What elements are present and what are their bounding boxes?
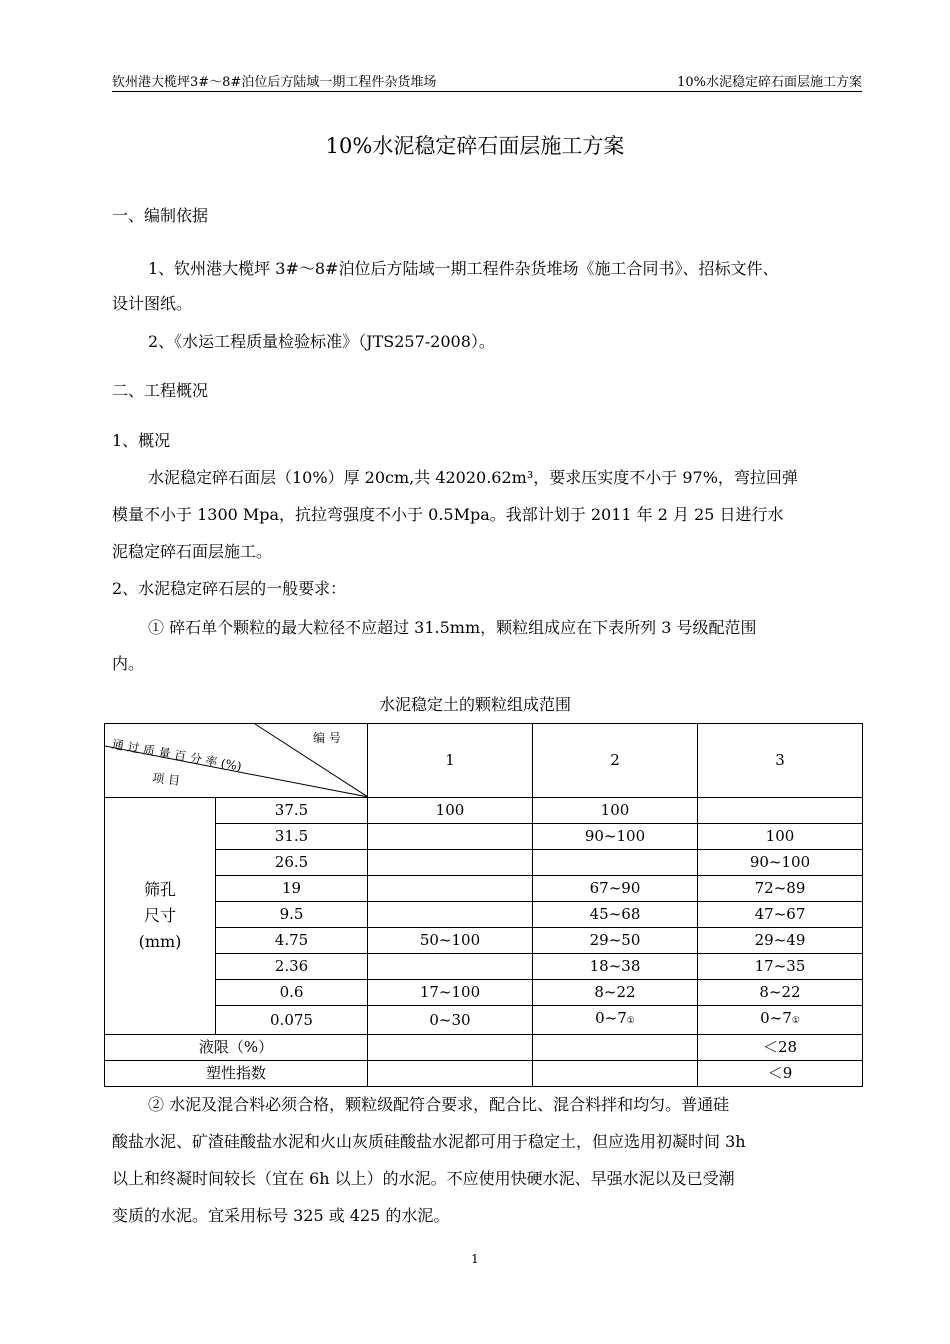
grade-3-value: 47~67 — [698, 902, 863, 928]
grade-2-value — [533, 1006, 698, 1035]
footnote-mark: ① — [626, 1016, 635, 1026]
plasticity-grade-3: ＜9 — [698, 1061, 863, 1087]
grade-1-value: 50~100 — [368, 928, 533, 954]
overview-line-1: 水泥稳定碎石面层（10%）厚 20cm,共 42020.62m³，要求压实度不小于 97%，弯拉回弹 — [148, 468, 798, 487]
table-row — [105, 876, 863, 902]
table-row — [105, 954, 863, 980]
header-project-name: 钦州港大榄坪3#～8#泊位后方陆域一期工程件杂货堆场 — [112, 75, 437, 90]
grade-1-value — [368, 824, 533, 850]
grade-2-value: 100 — [533, 798, 698, 824]
table-row — [105, 1006, 863, 1035]
grade-3-value-text: 0~7 — [760, 1009, 792, 1027]
grade-1-value — [368, 850, 533, 876]
grade-1-value: 100 — [368, 798, 533, 824]
sieve-size: 19 — [216, 876, 368, 902]
sieve-label-line-2: 尺寸 — [143, 906, 176, 925]
grade-1-value — [368, 1035, 533, 1061]
section-1-heading: 一、编制依据 — [112, 206, 209, 225]
column-header-2: 2 — [533, 724, 698, 798]
table-header-row — [105, 724, 863, 798]
grade-3-value: 29~49 — [698, 928, 863, 954]
sieve-size: 2.36 — [216, 954, 368, 980]
sieve-size: 0.6 — [216, 980, 368, 1006]
grade-3-value: 8~22 — [698, 980, 863, 1006]
table-row — [105, 980, 863, 1006]
grade-3-value: 17~35 — [698, 954, 863, 980]
basis-item-1-line-2: 设计图纸。 — [112, 294, 193, 313]
grade-2-value: 18~38 — [533, 954, 698, 980]
grade-1-value: 17~100 — [368, 980, 533, 1006]
sieve-size-label — [105, 798, 216, 1035]
table-row — [105, 824, 863, 850]
sieve-size: 0.075 — [216, 1006, 368, 1035]
grade-1-value — [368, 1061, 533, 1087]
column-header-3: 3 — [698, 724, 863, 798]
table-row — [105, 850, 863, 876]
requirements-subheading: 2、水泥稳定碎石层的一般要求： — [112, 579, 347, 598]
document-title: 10%水泥稳定碎石面层施工方案 — [325, 134, 625, 158]
footnote-mark: ① — [791, 1016, 800, 1026]
grade-3-value: 100 — [698, 824, 863, 850]
corner-label-item: 项 目 — [151, 771, 181, 788]
grade-2-value — [533, 850, 698, 876]
table-row — [105, 928, 863, 954]
grade-2-value: 29~50 — [533, 928, 698, 954]
grade-1-value — [368, 954, 533, 980]
requirement-1-line-1: ① 碎石单个颗粒的最大粒径不应超过 31.5mm，颗粒组成应在下表所列 3 号级配范围 — [148, 618, 757, 637]
grade-2-value: 67~90 — [533, 876, 698, 902]
sieve-size: 4.75 — [216, 928, 368, 954]
sieve-label-line-3: (mm) — [138, 932, 182, 951]
liquid-limit-row — [105, 1035, 863, 1061]
grade-1-value — [368, 876, 533, 902]
column-header-1: 1 — [368, 724, 533, 798]
section-2-heading: 二、工程概况 — [112, 381, 209, 400]
page-number: 1 — [471, 1252, 479, 1266]
grade-2-value: 90~100 — [533, 824, 698, 850]
sieve-size: 37.5 — [216, 798, 368, 824]
liquid-limit-grade-3: ＜28 — [698, 1035, 863, 1061]
grade-3-value: 90~100 — [698, 850, 863, 876]
corner-label-number: 编 号 — [313, 731, 341, 745]
sieve-size: 31.5 — [216, 824, 368, 850]
grade-1-value — [368, 902, 533, 928]
requirement-2-line-2: 酸盐水泥、矿渣硅酸盐水泥和火山灰质硅酸盐水泥都可用于稳定土，但应选用初凝时间 3h — [112, 1132, 746, 1151]
overview-line-3: 泥稳定碎石面层施工。 — [112, 542, 273, 561]
grade-1-value: 0~30 — [368, 1006, 533, 1035]
sieve-size: 9.5 — [216, 902, 368, 928]
requirement-2-line-4: 变质的水泥。宜采用标号 325 或 425 的水泥。 — [112, 1206, 450, 1225]
overview-line-2: 模量不小于 1300 Mpa，抗拉弯强度不小于 0.5Mpa。我部计划于 2011 年 2 月 25 日进行水 — [112, 505, 784, 524]
table-row — [105, 902, 863, 928]
corner-label-passing-percent: 通 过 质 量 百 分 率 (%) — [110, 737, 243, 774]
grade-3-value — [698, 1006, 863, 1035]
page-header — [112, 69, 862, 92]
plasticity-row — [105, 1061, 863, 1087]
overview-subheading: 1、概况 — [112, 431, 171, 450]
liquid-limit-label: 液限（%） — [105, 1035, 368, 1061]
grade-2-value-text: 0~7 — [595, 1009, 627, 1027]
gradation-table — [104, 723, 863, 1087]
grade-2-value: 8~22 — [533, 980, 698, 1006]
table-caption: 水泥稳定土的颗粒组成范围 — [378, 695, 571, 714]
table-row — [105, 798, 863, 824]
header-corner-cell — [105, 724, 368, 798]
basis-item-2: 2、《水运工程质量检验标准》（JTS257-2008）。 — [148, 332, 495, 351]
plasticity-label: 塑性指数 — [105, 1061, 368, 1087]
grade-2-value — [533, 1061, 698, 1087]
grade-2-value: 45~68 — [533, 902, 698, 928]
requirement-1-line-2: 内。 — [112, 654, 145, 673]
grade-3-value — [698, 798, 863, 824]
grade-2-value — [533, 1035, 698, 1061]
sieve-label-line-1: 筛孔 — [143, 880, 176, 899]
grade-3-value: 72~89 — [698, 876, 863, 902]
header-doc-title: 10%水泥稳定碎石面层施工方案 — [677, 75, 862, 90]
requirement-2-line-3: 以上和终凝时间较长（宜在 6h 以上）的水泥。不应使用快硬水泥、早强水泥以及已受潮 — [112, 1169, 735, 1188]
sieve-size: 26.5 — [216, 850, 368, 876]
requirement-2-line-1: ② 水泥及混合料必须合格，颗粒级配符合要求，配合比、混合料拌和均匀。普通硅 — [148, 1095, 730, 1114]
basis-item-1-line-1: 1、钦州港大榄坪 3#～8#泊位后方陆域一期工程件杂货堆场《施工合同书》、招标文件、 — [148, 259, 779, 278]
